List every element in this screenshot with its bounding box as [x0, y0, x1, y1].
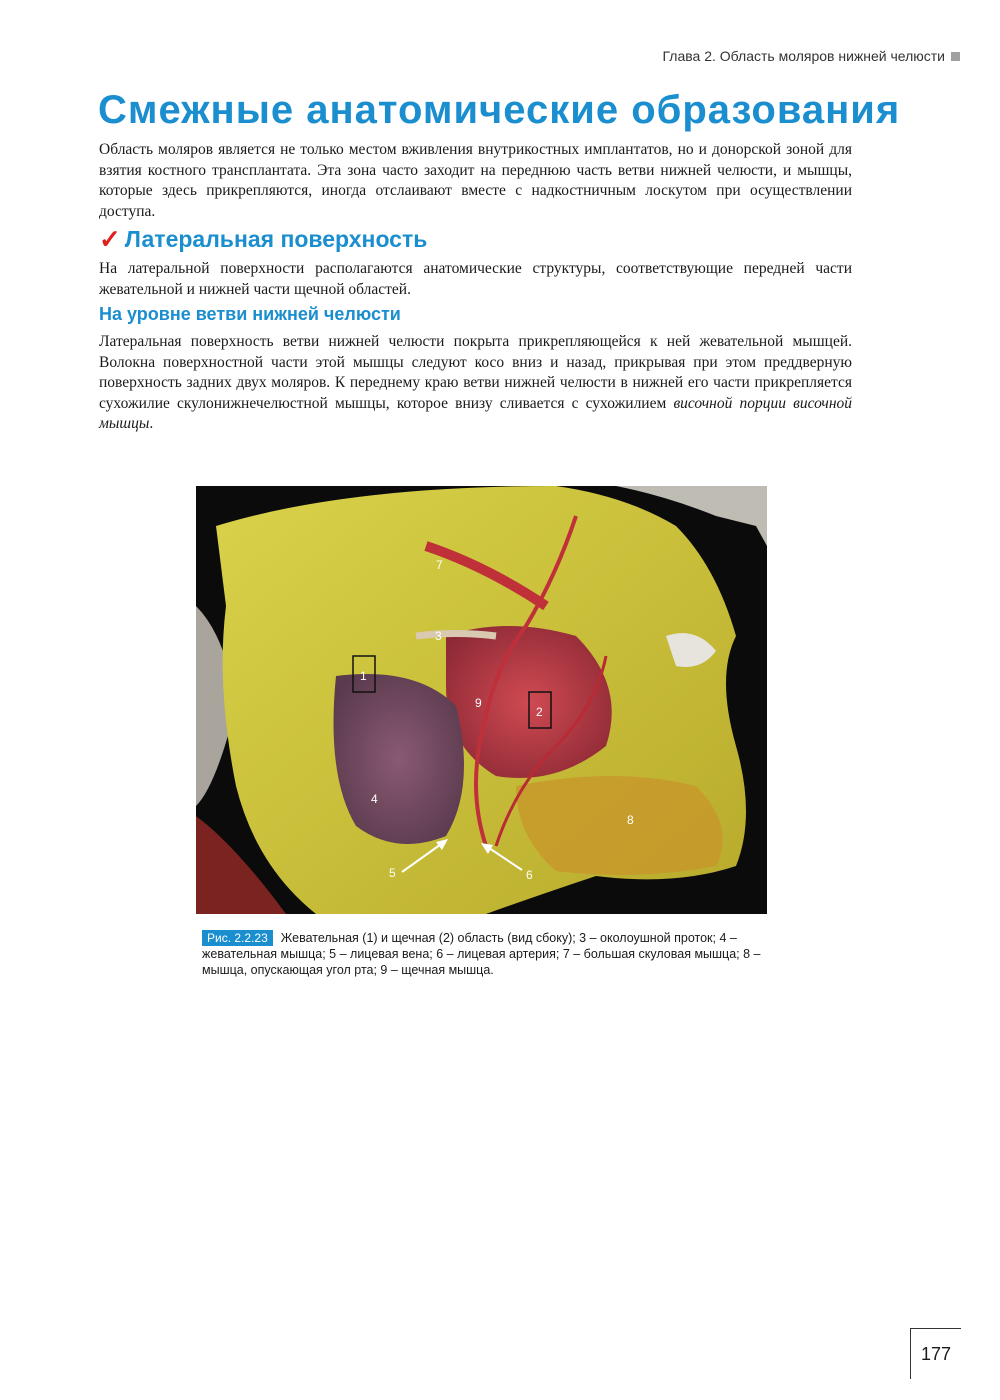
anatomy-photo — [196, 486, 767, 914]
subsection-end: . — [149, 415, 154, 432]
fig-label-5: 5 — [389, 866, 396, 880]
fig-label-3: 3 — [435, 629, 442, 643]
subsection-italic: височной порции височной мышцы — [99, 394, 853, 432]
running-head — [662, 48, 960, 64]
running-head-text: Глава 2. Область моляров нижней челюсти — [662, 48, 945, 64]
checkmark-icon: ✓ — [99, 224, 121, 254]
figure-caption — [202, 930, 765, 978]
fig-label-6: 6 — [526, 868, 533, 882]
subsection-text: Латеральная поверхность ветви нижней челюсти покрыта прикрепляющейся к ней жевательной мышцей. Волокна поверхностной части этой мышцы следуют косо вниз и назад, прикрывая при этом преддверную поверхность задних двух моляров. К переднему краю ветви нижней челюсти в нижней его части прикрепляется сухожилие скулонижнечелюстной мышцы, которое внизу сливается с сухожилием — [99, 333, 852, 412]
figure-badge: Рис. 2.2.23 — [202, 930, 273, 946]
page-number: 177 — [910, 1328, 961, 1379]
page-title: Смежные анатомические образования — [98, 88, 901, 132]
fig-label-8: 8 — [627, 813, 634, 827]
section-paragraph: На латеральной поверхности располагаются анатомические структуры, соответствующие передней части жевательной и нижней части щечной областей. — [99, 260, 852, 298]
fig-label-1: 1 — [360, 669, 367, 683]
subsection-paragraph — [99, 332, 852, 435]
fig-label-2: 2 — [536, 705, 543, 719]
intro-paragraph: Область моляров является не только местом вживления внутрикостных имплантатов, но и донорской зоной для взятия костного трансплантата. Эта зона часто заходит на переднюю часть ветви нижней челюсти, и мышцы, которые здесь прикрепляются, иногда отслаивают вместе с надкостничным лоскутом при осуществлении доступа. — [99, 141, 852, 220]
square-icon — [951, 52, 960, 61]
figure-caption-text: Жевательная (1) и щечная (2) область (вид сбоку); 3 – околоушной проток; 4 – жевательная мышца; 5 – лицевая вена; 6 – лицевая артерия; 7 – большая скуловая мышца; 8 – мышца, опускающая угол рта; 9 – щечная мышца. — [202, 931, 761, 977]
anatomy-illustration — [196, 486, 767, 914]
fig-label-7: 7 — [436, 558, 443, 572]
section-title: Латеральная поверхность — [124, 226, 428, 252]
fig-label-4: 4 — [371, 792, 378, 806]
section-heading — [99, 224, 427, 255]
subsection-heading: На уровне ветви нижней челюсти — [99, 304, 401, 324]
fig-label-9: 9 — [475, 696, 482, 710]
